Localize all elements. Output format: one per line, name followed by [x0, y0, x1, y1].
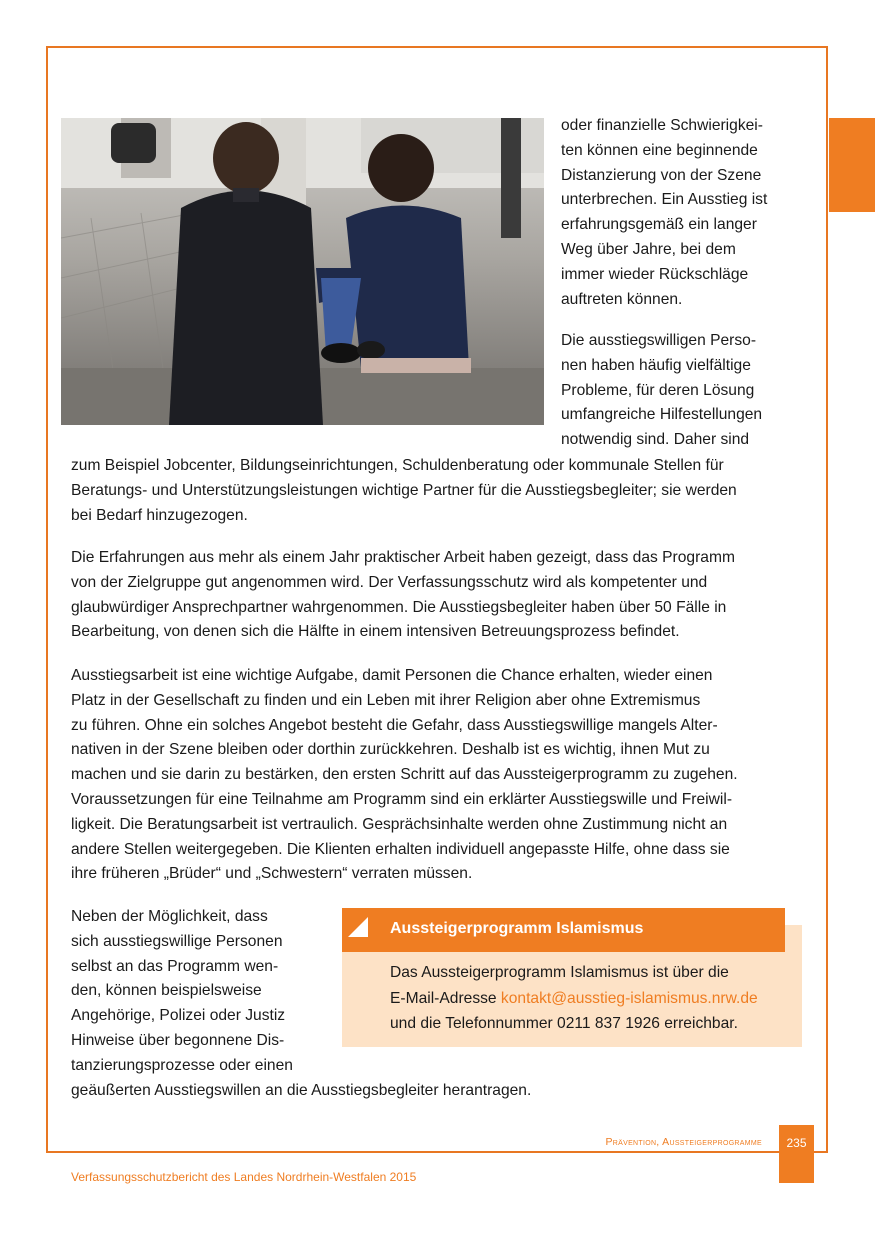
right-column-paragraph-1: [561, 114, 767, 312]
text-line: selbst an das Programm wen-: [71, 957, 279, 975]
text-line: oder finanzielle Schwierigkei-: [561, 117, 763, 134]
text-line: zum Beispiel Jobcenter, Bildungseinrichtungen, Schuldenberatung oder kommunale Stellen für: [71, 457, 724, 474]
triangle-icon: [348, 917, 368, 937]
text-line: immer wieder Rückschläge: [561, 265, 749, 283]
text-line: notwendig sind. Daher sind: [561, 431, 750, 449]
text-line: tanzierungsprozesse oder einen: [71, 1056, 293, 1074]
text-line: zu führen. Ohne ein solches Angebot besteht die Gefahr, dass Ausstiegswillige mangels Alter-: [71, 716, 718, 734]
text-line: glaubwürdiger Ansprechpartner wahrgenommen. Die Ausstiegsbegleiter haben über 50 Fälle in: [71, 598, 727, 616]
infobox-line-3: und die Telefonnummer 0211 837 1926 erreichbar.: [390, 1015, 738, 1032]
chapter-tab: [829, 118, 875, 212]
text-line: den, können beispielsweise: [71, 982, 262, 1000]
text-line: Die ausstiegswilligen Perso-: [561, 332, 757, 349]
section-label: Prävention, Aussteigerprogramme: [605, 1136, 762, 1148]
text-line: Distanzierung von der Szene: [561, 166, 762, 184]
text-line: Neben der Möglichkeit, dass: [71, 908, 268, 925]
text-line: umfangreiche Hilfestellungen: [561, 406, 763, 424]
text-line: Weg über Jahre, bei dem: [561, 240, 736, 258]
text-line: ligkeit. Die Beratungsarbeit ist vertraulich. Gesprächsinhalte werden ohne Zustimmung nicht an: [71, 815, 728, 833]
infobox-text: [390, 960, 758, 1037]
text-line: ihre früheren „Brüder“ und „Schwestern“ verraten müssen.: [71, 865, 473, 883]
text-line: bei Bedarf hinzugezogen.: [71, 506, 248, 524]
text-line: nativen in der Szene bleiben oder dorthin zurückkehren. Deshalb ist es wichtig, ihnen Mut zu: [71, 741, 710, 759]
text-line: Bearbeitung, von denen sich die Hälfte in einem intensiven Betreuungsprozess befindet.: [71, 623, 680, 641]
text-line: Beratungs- und Unterstützungsleistungen wichtige Partner für die Ausstiegsbegleiter; sie werden: [71, 481, 737, 499]
text-line: sich ausstiegswillige Personen: [71, 932, 283, 950]
text-line: Voraussetzungen für eine Teilnahme am Programm sind ein erklärter Ausstiegswille und Freiwil-: [71, 790, 733, 808]
photo-two-men-sitting: [61, 118, 544, 425]
publication-footer: Verfassungsschutzbericht des Landes Nordrhein-Westfalen 2015: [71, 1170, 417, 1184]
text-line: Probleme, für deren Lösung: [561, 381, 755, 399]
text-line: auftreten können.: [561, 290, 683, 308]
paragraph-exit-work: [71, 664, 738, 887]
text-line: andere Stellen weitergegeben. Die Klienten erhalten individuell angepasste Hilfe, ohne dass sie: [71, 840, 730, 858]
text-line: machen und sie darin zu bestärken, den ersten Schritt auf das Aussteigerprogramm zu zugehen.: [71, 766, 738, 784]
paragraph-continuation: [71, 454, 737, 528]
infobox-header: [342, 908, 785, 952]
text-line: Angehörige, Polizei oder Justiz: [71, 1007, 286, 1025]
text-line: Die Erfahrungen aus mehr als einem Jahr praktischer Arbeit haben gezeigt, dass das Programm: [71, 549, 735, 566]
text-line: erfahrungsgemäß ein langer: [561, 216, 757, 234]
right-column-paragraph-2: [561, 329, 762, 453]
text-line: geäußerten Ausstiegswillen an die Ausstiegsbegleiter herantragen.: [71, 1081, 532, 1099]
text-line: unterbrechen. Ein Ausstieg ist: [561, 191, 768, 209]
text-line: Platz in der Gesellschaft zu finden und ein Leben mit ihrer Religion aber ohne Extremismus: [71, 691, 701, 709]
infobox-title: Aussteigerprogramm Islamismus: [390, 920, 644, 937]
text-line: Ausstiegsarbeit ist eine wichtige Aufgabe, damit Personen die Chance erhalten, wieder einen: [71, 667, 713, 684]
infobox-email-prefix: E-Mail-Adresse: [390, 989, 501, 1007]
text-line: nen haben häufig vielfältige: [561, 356, 751, 374]
text-line: Hinweise über begonnene Dis-: [71, 1031, 285, 1049]
infobox-line-1: Das Aussteigerprogramm Islamismus ist über die: [390, 964, 729, 981]
infobox-line-2: [390, 986, 758, 1012]
page-number: 235: [786, 1136, 807, 1150]
text-line: ten können eine beginnende: [561, 141, 758, 159]
paragraph-experience: [71, 546, 735, 645]
page-number-tab: [779, 1125, 814, 1183]
email-link[interactable]: kontakt@ausstieg-islamismus.nrw.de: [500, 989, 758, 1007]
text-line: von der Zielgruppe gut angenommen wird. Der Verfassungsschutz wird als kompetenter und: [71, 573, 708, 591]
